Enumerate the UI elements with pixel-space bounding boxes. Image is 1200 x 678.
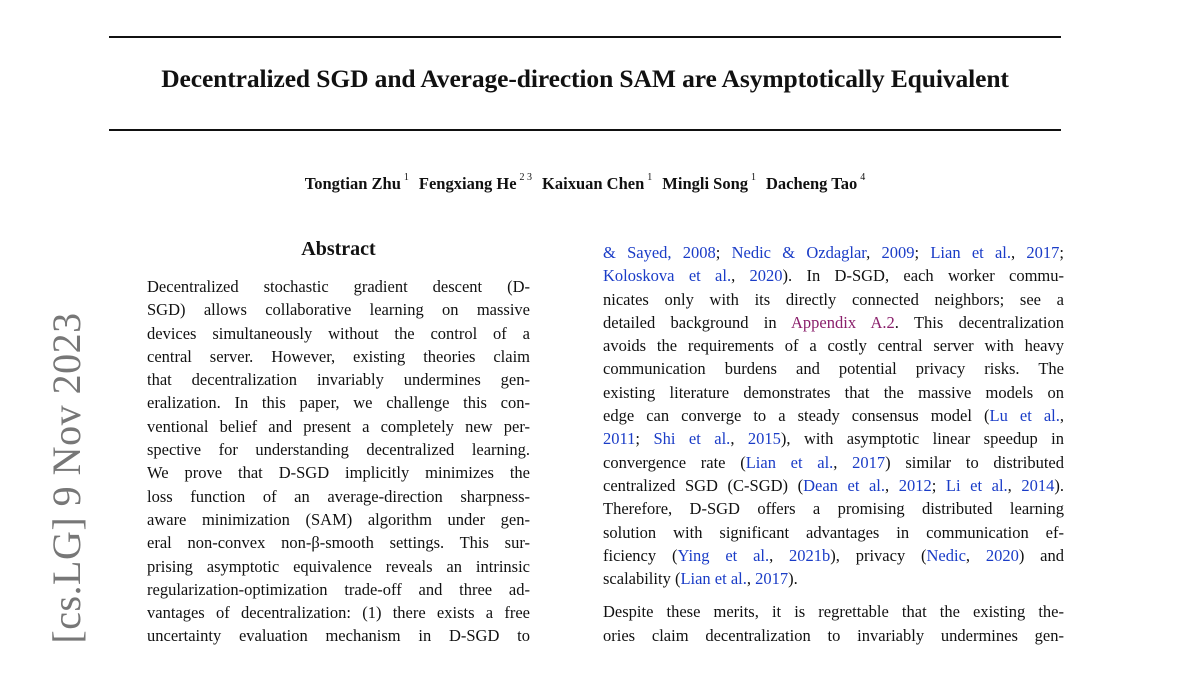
author-name [305, 174, 409, 193]
author-affiliation: 2 3 [519, 172, 533, 183]
text-segment: edge can converge to a steady consensus model ( [603, 406, 990, 426]
citation-link[interactable]: Nedic & Ozdaglar [731, 243, 867, 262]
appendix-link[interactable]: Appendix A.2 [791, 312, 895, 332]
text-line [603, 264, 1064, 287]
abstract-line: SGD) allows collaborative learning on massive [147, 300, 530, 320]
text-line [603, 521, 1064, 544]
abstract-line: aware minimization (SAM) algorithm under gen- [147, 509, 530, 529]
text-segment: nicates only with its directly connected neighbors; see a [603, 289, 1064, 309]
citation-link[interactable]: 2012 [898, 475, 932, 495]
author-name [766, 174, 865, 193]
citation-link[interactable]: 2017 [852, 452, 886, 472]
text-line [603, 334, 1064, 357]
citation-link[interactable]: Lian et al. [745, 452, 834, 472]
text-line [603, 544, 1064, 567]
paper-title: Decentralized SGD and Average-direction SAM are Asymptotically Equivalent [161, 64, 1009, 93]
text-segment: ). [788, 569, 798, 589]
text-segment: , [769, 545, 790, 565]
intro-column [603, 241, 1064, 647]
text-segment: ories claim decentralization to invariably undermines gen- [603, 625, 1064, 645]
author-list [0, 174, 1170, 194]
citation-link[interactable]: Ying et al. [677, 545, 770, 565]
citation-link[interactable]: 2009 [881, 243, 915, 262]
author-affiliation: 4 [860, 172, 866, 183]
text-segment: scalability ( [603, 569, 681, 589]
abstract-line: devices simultaneously without the control of a [147, 323, 530, 343]
text-line [603, 381, 1064, 404]
text-line [603, 451, 1064, 474]
text-segment: , [746, 569, 756, 589]
abstract-heading: Abstract [301, 238, 376, 260]
text-segment: detailed background in [603, 312, 792, 332]
author-name-text: Dacheng Tao [766, 174, 858, 193]
abstract-line: spective for understanding decentralized learning. [147, 440, 530, 460]
arxiv-side-identifier: [cs.LG] 9 Nov 2023 [44, 312, 89, 644]
citation-link[interactable]: Shi et al. [653, 429, 731, 449]
text-line [603, 311, 1064, 334]
text-segment: ) similar to distributed [885, 452, 1064, 472]
citation-link[interactable]: 2015 [747, 429, 781, 449]
text-segment: ; [715, 243, 732, 262]
title-top-rule [109, 36, 1061, 38]
citation-link[interactable]: Lian et al. [930, 243, 1012, 262]
abstract-line: We prove that D-SGD implicitly minimizes the [147, 463, 530, 483]
text-segment: ). In D-SGD, each worker commu- [782, 266, 1065, 286]
text-segment: ) and [1018, 545, 1064, 565]
citation-link[interactable]: 2020 [749, 266, 783, 286]
text-segment: communication burdens and potential privacy risks. The [603, 359, 1064, 379]
author-name [542, 174, 652, 193]
text-segment: Therefore, D-SGD offers a promising distributed learning [603, 499, 1064, 519]
text-segment: existing literature demonstrates that the massive models on [603, 382, 1064, 402]
text-segment: , [730, 429, 748, 449]
citation-link[interactable]: Nedic [926, 545, 966, 565]
text-segment: solution with significant advantages in communication ef- [603, 522, 1064, 542]
abstract-line: loss function of an average-direction sharpness- [147, 486, 530, 506]
citation-link[interactable]: 2014 [1021, 475, 1055, 495]
citation-link[interactable]: Lian et al. [680, 569, 747, 589]
citation-link[interactable]: 2021b [789, 545, 831, 565]
text-segment: ; [1059, 243, 1064, 262]
abstract-line: eralization. In this paper, we challenge this con- [147, 393, 530, 413]
text-segment: centralized SGD (C-SGD) ( [603, 475, 804, 495]
citation-link[interactable]: 2017 [755, 569, 789, 589]
abstract-line: central server. However, existing theories claim [147, 346, 530, 366]
text-segment: Despite these merits, it is regrettable that the existing the- [603, 602, 1064, 622]
text-segment: , [1059, 406, 1064, 426]
text-line [603, 567, 1064, 590]
citation-link[interactable]: Koloskova et al. [603, 266, 732, 286]
text-segment: ), privacy ( [830, 545, 927, 565]
text-segment: , [731, 266, 750, 286]
citation-link[interactable]: & Sayed, 2008 [603, 243, 716, 262]
text-segment: convergence rate ( [603, 452, 746, 472]
abstract-line: vantages of decentralization: (1) there exists a free [147, 603, 530, 623]
text-segment: , [885, 475, 899, 495]
text-segment: , [965, 545, 986, 565]
citation-link[interactable]: Dean et al. [803, 475, 886, 495]
text-line [603, 624, 1064, 647]
abstract-body [147, 275, 530, 648]
text-line [603, 427, 1064, 450]
text-line [603, 497, 1064, 520]
abstract-line: uncertainty evaluation mechanism in D-SGD to [147, 626, 530, 646]
author-name-text: Tongtian Zhu [304, 174, 401, 193]
citation-link[interactable]: 2017 [1026, 243, 1060, 262]
author-name-text: Mingli Song [662, 174, 749, 193]
text-segment: , [833, 452, 853, 472]
text-segment: , [1011, 243, 1027, 262]
text-line [603, 288, 1064, 311]
text-line [603, 474, 1064, 497]
author-affiliation: 1 [647, 172, 653, 183]
text-segment: ; [914, 243, 931, 262]
citation-link[interactable]: Li et al. [945, 475, 1008, 495]
text-line [603, 600, 1064, 623]
text-segment: , [1007, 475, 1022, 495]
abstract-line: Decentralized stochastic gradient descent (D- [147, 277, 530, 296]
text-line [603, 357, 1064, 380]
text-segment: , [866, 243, 882, 262]
abstract-line: that decentralization invariably undermines gen- [147, 370, 530, 390]
author-name [662, 174, 756, 193]
citation-link[interactable]: 2020 [985, 545, 1019, 565]
author-name-text: Fengxiang He [418, 174, 517, 193]
text-line [603, 241, 1064, 264]
text-segment: ; [635, 429, 654, 449]
abstract-line: prising asymptotic equivalence reveals an intrinsic [147, 556, 530, 576]
author-affiliation: 1 [751, 172, 757, 183]
text-segment: ). [1054, 475, 1064, 495]
author-name [419, 174, 532, 193]
text-segment: ficiency ( [603, 545, 678, 565]
abstract-line: eral non-convex non-β-smooth settings. This sur- [147, 533, 530, 553]
text-segment: avoids the requirements of a costly central server with heavy [603, 336, 1064, 356]
citation-link[interactable]: Lu et al. [989, 406, 1060, 426]
paragraph-gap [603, 590, 1064, 600]
author-affiliation: 1 [403, 172, 409, 183]
text-segment: ; [931, 475, 946, 495]
citation-link[interactable]: 2011 [603, 429, 636, 449]
text-line [603, 404, 1064, 427]
abstract-line: regularization-optimization trade-off and three ad- [147, 579, 530, 599]
author-name-text: Kaixuan Chen [542, 174, 645, 193]
text-segment: ), with asymptotic linear speedup in [780, 429, 1065, 449]
abstract-line: ventional belief and present a completely new per- [147, 416, 530, 436]
text-segment: . This decentralization [894, 312, 1064, 332]
title-bottom-rule [109, 129, 1061, 131]
